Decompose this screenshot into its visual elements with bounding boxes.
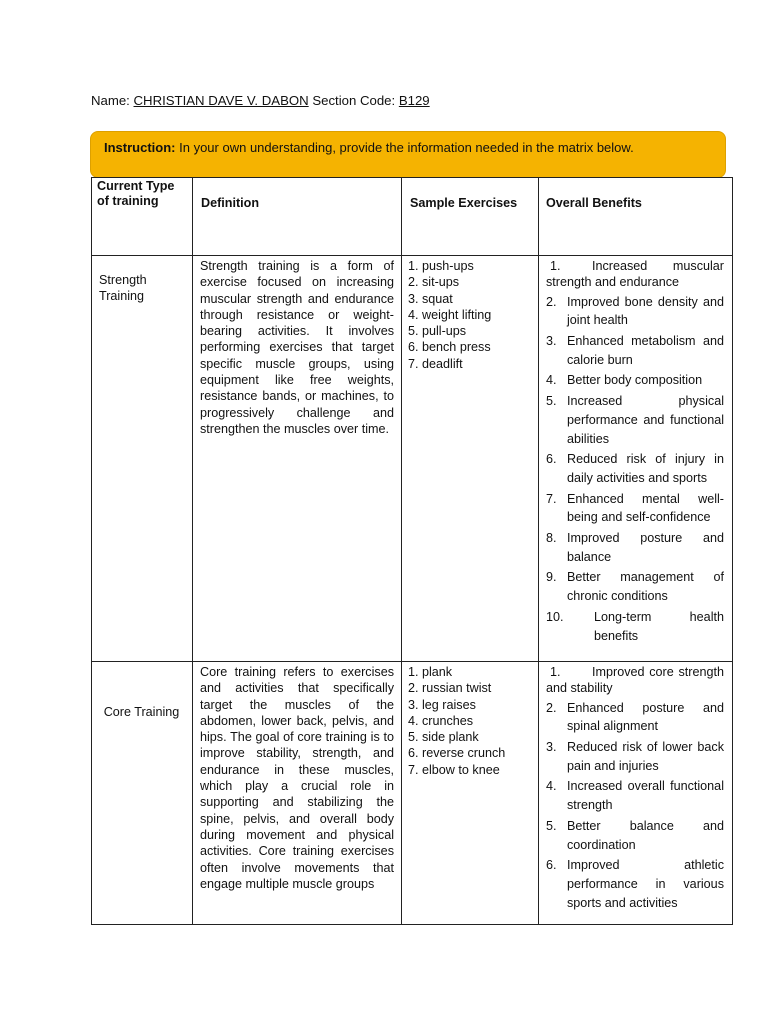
benefit-number: 2. — [546, 294, 557, 309]
benefit-item — [546, 332, 724, 369]
name-label: Name: — [91, 93, 130, 108]
name-section-line — [91, 93, 430, 109]
exercise-item: 3. squat — [408, 291, 453, 306]
table-row-strength — [92, 256, 733, 662]
instruction-banner — [90, 131, 726, 178]
benefit-number: 4. — [546, 373, 557, 388]
benefit-number: 3. — [546, 334, 557, 348]
benefit-text: Reduced risk of lower back pain and injuries — [567, 740, 724, 773]
benefits-cell — [539, 662, 733, 925]
instruction-text: In your own understanding, provide the information needed in the matrix below. — [179, 140, 634, 155]
benefit-text: Enhanced metabolism and calorie burn — [567, 334, 724, 367]
benefit-number: 10. — [546, 609, 564, 624]
benefit-text: Increased overall functional strength — [567, 779, 724, 813]
benefit-item — [546, 450, 724, 487]
training-matrix-table — [91, 177, 733, 925]
exercise-item: 1. plank — [408, 665, 453, 679]
benefits-cell — [539, 256, 733, 662]
exercise-item: 5. side plank — [408, 730, 479, 745]
benefit-number: 5. — [546, 394, 557, 409]
table-row-core — [92, 662, 733, 925]
exercise-item: 1. push-ups — [408, 259, 474, 273]
section-code-label: Section Code: — [312, 93, 396, 108]
benefit-number: 7. — [546, 491, 557, 506]
definition-cell: Strength training is a form of exercise focused on increasing muscular strength and endurance through resistance or weight-bearing activities. It involves performing exercises that target specific muscle groups, using equipment like free weights, resistance bands, or machines, to progressively challenge and strengthen the muscles over time. — [193, 256, 402, 662]
benefit-number: 1. — [550, 259, 561, 273]
benefit-text: Improved bone density and joint health — [567, 294, 724, 328]
benefit-text: Long-term health benefits — [594, 609, 724, 643]
definition-cell — [193, 662, 402, 925]
benefit-item — [546, 664, 724, 697]
benefit-text: Enhanced mental well-being and self-confidence — [567, 491, 724, 525]
table-header-row — [92, 178, 733, 256]
exercise-item: 7. elbow to knee — [408, 762, 500, 777]
benefit-item — [546, 258, 724, 291]
instruction-label: Instruction: — [104, 140, 176, 155]
exercise-item: 2. russian twist — [408, 681, 492, 696]
benefit-text: Improved athletic performance in various sports and activities — [567, 858, 724, 910]
column-header-exercises: Sample Exercises — [402, 178, 539, 256]
benefit-item — [546, 777, 724, 814]
benefit-item — [546, 371, 724, 390]
exercises-cell — [402, 256, 539, 662]
exercise-item: 6. bench press — [408, 340, 491, 355]
benefit-number: 6. — [546, 452, 557, 467]
exercise-item: 5. pull-ups — [408, 324, 467, 339]
benefit-item — [546, 568, 724, 605]
exercise-item: 7. deadlift — [408, 356, 463, 371]
benefit-item — [546, 293, 724, 330]
benefit-item — [546, 699, 724, 736]
exercise-item: 6. reverse crunch — [408, 746, 506, 761]
benefit-text: Better management of chronic conditions — [567, 570, 724, 604]
benefit-text: Enhanced posture and spinal alignment — [567, 700, 724, 734]
benefit-text: Improved posture and balance — [567, 531, 724, 564]
exercise-item: 2. sit-ups — [408, 275, 460, 290]
benefit-text: Reduced risk of injury in daily activities and sports — [567, 452, 724, 485]
benefit-text: Better body composition — [567, 373, 703, 388]
benefit-text: Improved core strength and stability — [546, 665, 724, 696]
benefit-number: 2. — [546, 700, 557, 715]
benefit-number: 1. — [550, 665, 561, 679]
benefit-number: 6. — [546, 858, 557, 873]
benefit-text: Increased muscular strength and endurance — [546, 259, 724, 290]
exercise-item: 4. crunches — [408, 713, 474, 728]
benefit-item — [546, 392, 724, 448]
benefit-number: 3. — [546, 740, 557, 754]
section-code-value: B129 — [398, 93, 430, 108]
benefit-number: 5. — [546, 818, 557, 833]
exercises-cell — [402, 662, 539, 925]
column-header-type: Current Type of training — [92, 178, 193, 256]
benefit-text: Increased physical performance and functional abilities — [567, 394, 724, 446]
exercise-item: 4. weight lifting — [408, 307, 492, 322]
exercise-item: 3. leg raises — [408, 697, 476, 712]
student-name: CHRISTIAN DAVE V. DABON — [133, 93, 309, 108]
benefit-item — [546, 608, 724, 645]
benefit-item — [546, 817, 724, 854]
benefit-item — [546, 529, 724, 566]
benefit-item — [546, 490, 724, 527]
benefit-item — [546, 738, 724, 775]
benefit-number: 9. — [546, 570, 557, 585]
benefit-text: Better balance and coordination — [567, 818, 724, 852]
benefit-number: 4. — [546, 779, 557, 794]
definition-text: Core training refers to exercises and activities that specifically target the muscles of the abdomen, lower back, pelvis, and hips. The goal of core training is to improve stability, strength, and endurance in these muscles, which play a crucial role in supporting and stabilizing the spine, pelvis, and overall body during movement and physical activities. Core training exercises often involve movements that engage multiple muscle groups — [200, 665, 394, 891]
benefit-item — [546, 856, 724, 912]
benefit-number: 8. — [546, 531, 557, 546]
training-type-cell: Core Training — [92, 662, 193, 925]
training-type-cell: Strength Training — [92, 256, 193, 662]
column-header-benefits: Overall Benefits — [539, 178, 733, 256]
column-header-definition: Definition — [193, 178, 402, 256]
